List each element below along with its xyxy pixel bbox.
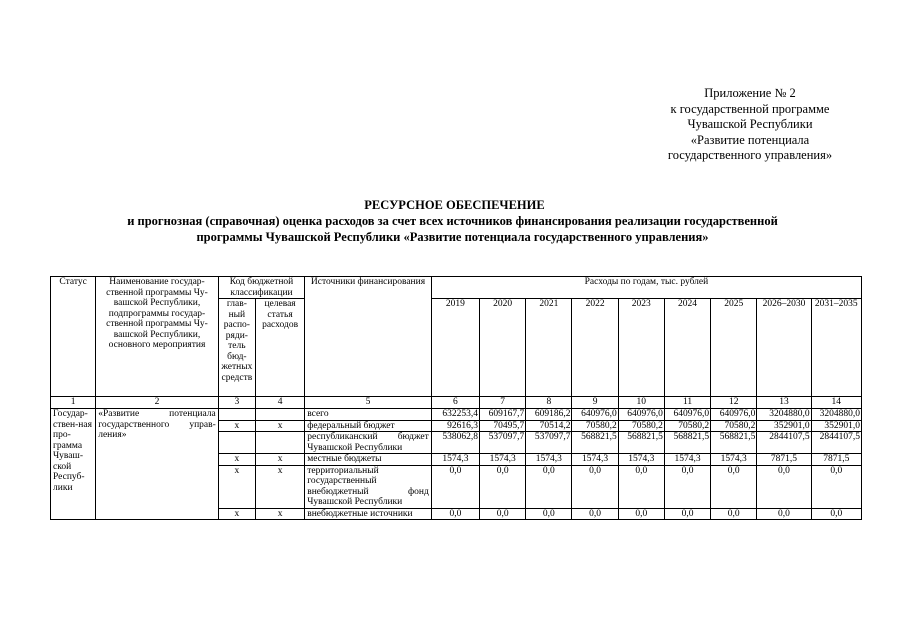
header-year: 2019 [431,299,479,397]
value-cell: 632253,4 [431,409,479,421]
value-cell: 3204880,0 [757,409,811,421]
column-number: 12 [711,397,757,409]
value-cell: 568821,5 [572,432,618,454]
value-cell: 1574,3 [618,454,664,466]
column-number: 14 [811,397,861,409]
title-line: программы Чувашской Республики «Развитие потенциала государственного управления» [196,230,709,244]
value-cell: 537097,7 [480,432,526,454]
code-target-article [255,409,304,421]
column-number: 2 [96,397,219,409]
header-sources: Источники финансирования [305,277,432,397]
source-cell: территориальный государственный внебюджетный фонд Чувашской Республики [305,465,432,508]
value-cell: 2844107,5 [811,432,861,454]
value-cell: 1574,3 [572,454,618,466]
appendix-heading [600,86,900,164]
value-cell: 0,0 [757,465,811,508]
value-cell: 0,0 [431,465,479,508]
code-target-article [255,432,304,454]
header-year: 2021 [526,299,572,397]
header-year: 2022 [572,299,618,397]
header-name: Наименование государ-ственной программы Чу-вашской Республики, подпрограммы государ-ственной программы Чу-вашской Республики, основного мероприятия [96,277,219,397]
value-cell: 609167,7 [480,409,526,421]
value-cell: 0,0 [526,465,572,508]
value-cell: 0,0 [480,465,526,508]
value-cell: 3204880,0 [811,409,861,421]
table-row [51,409,862,421]
code-main-manager: x [218,454,255,466]
source-cell: внебюджетные источники [305,508,432,520]
value-cell: 2844107,5 [757,432,811,454]
value-cell: 640976,0 [618,409,664,421]
value-cell: 0,0 [664,508,710,520]
header-budget-code: Код бюджетной классификации [218,277,304,299]
value-cell: 352901,0 [757,420,811,432]
code-target-article: x [255,454,304,466]
value-cell: 538062,8 [431,432,479,454]
header-expenses: Расходы по годам, тыс. рублей [431,277,861,299]
value-cell: 70580,2 [618,420,664,432]
column-number: 11 [664,397,710,409]
code-main-manager [218,409,255,421]
value-cell: 0,0 [572,465,618,508]
code-main-manager: x [218,465,255,508]
code-target-article: x [255,420,304,432]
value-cell: 1574,3 [664,454,710,466]
value-cell: 1574,3 [526,454,572,466]
column-number: 4 [255,397,304,409]
value-cell: 70580,2 [572,420,618,432]
value-cell: 1574,3 [711,454,757,466]
code-main-manager: x [218,508,255,520]
resource-table [50,276,862,520]
header-main-manager: глав-ный распо-ряди-тель бюд-жетных средств [218,299,255,397]
value-cell: 0,0 [480,508,526,520]
value-cell: 70495,7 [480,420,526,432]
appendix-line: Чувашской Республики [687,117,813,131]
column-number: 10 [618,397,664,409]
value-cell: 640976,0 [572,409,618,421]
code-main-manager: x [218,420,255,432]
value-cell: 70580,2 [664,420,710,432]
value-cell: 1574,3 [480,454,526,466]
value-cell: 640976,0 [711,409,757,421]
value-cell: 0,0 [711,465,757,508]
value-cell: 0,0 [431,508,479,520]
value-cell: 640976,0 [664,409,710,421]
header-target-article: целевая статья расходов [255,299,304,397]
value-cell: 1574,3 [431,454,479,466]
source-cell: федеральный бюджет [305,420,432,432]
column-number: 3 [218,397,255,409]
column-number: 5 [305,397,432,409]
appendix-line: Приложение № 2 [704,86,796,100]
value-cell: 0,0 [664,465,710,508]
header-year: 2020 [480,299,526,397]
code-target-article: x [255,465,304,508]
header-year: 2031–2035 [811,299,861,397]
title-line: и прогнозная (справочная) оценка расходов за счет всех источников финансирования реализации государственной [127,214,778,228]
source-cell: республиканский бюджет Чувашской Республики [305,432,432,454]
value-cell: 70580,2 [711,420,757,432]
value-cell: 92616,3 [431,420,479,432]
code-main-manager [218,432,255,454]
title-line: РЕСУРСНОЕ ОБЕСПЕЧЕНИЕ [364,198,545,212]
value-cell: 609186,2 [526,409,572,421]
value-cell: 0,0 [618,465,664,508]
header-year: 2023 [618,299,664,397]
appendix-line: «Развитие потенциала [690,132,810,147]
appendix-line: к государственной программе [670,101,830,116]
value-cell: 0,0 [618,508,664,520]
code-target-article: x [255,508,304,520]
column-number: 13 [757,397,811,409]
value-cell: 568821,5 [618,432,664,454]
column-number: 9 [572,397,618,409]
source-cell: местные бюджеты [305,454,432,466]
value-cell: 0,0 [757,508,811,520]
value-cell: 537097,7 [526,432,572,454]
header-status: Статус [51,277,96,397]
header-year: 2026–2030 [757,299,811,397]
column-number: 1 [51,397,96,409]
value-cell: 0,0 [526,508,572,520]
column-number: 7 [480,397,526,409]
appendix-line: государственного управления» [667,148,833,162]
value-cell: 0,0 [811,465,861,508]
column-number: 6 [431,397,479,409]
column-number: 8 [526,397,572,409]
value-cell: 568821,5 [711,432,757,454]
value-cell: 352901,0 [811,420,861,432]
value-cell: 0,0 [711,508,757,520]
header-year: 2024 [664,299,710,397]
value-cell: 0,0 [572,508,618,520]
value-cell: 7871,5 [757,454,811,466]
value-cell: 7871,5 [811,454,861,466]
status-cell: Государ-ствен-ная про-грамма Чуваш-ской Респуб-лики [51,409,96,520]
header-year: 2025 [711,299,757,397]
value-cell: 70514,2 [526,420,572,432]
source-cell: всего [305,409,432,421]
value-cell: 0,0 [811,508,861,520]
value-cell: 568821,5 [664,432,710,454]
program-name-cell: «Развитие потенциала государственного управ-ления» [96,409,219,520]
document-title [0,197,905,245]
